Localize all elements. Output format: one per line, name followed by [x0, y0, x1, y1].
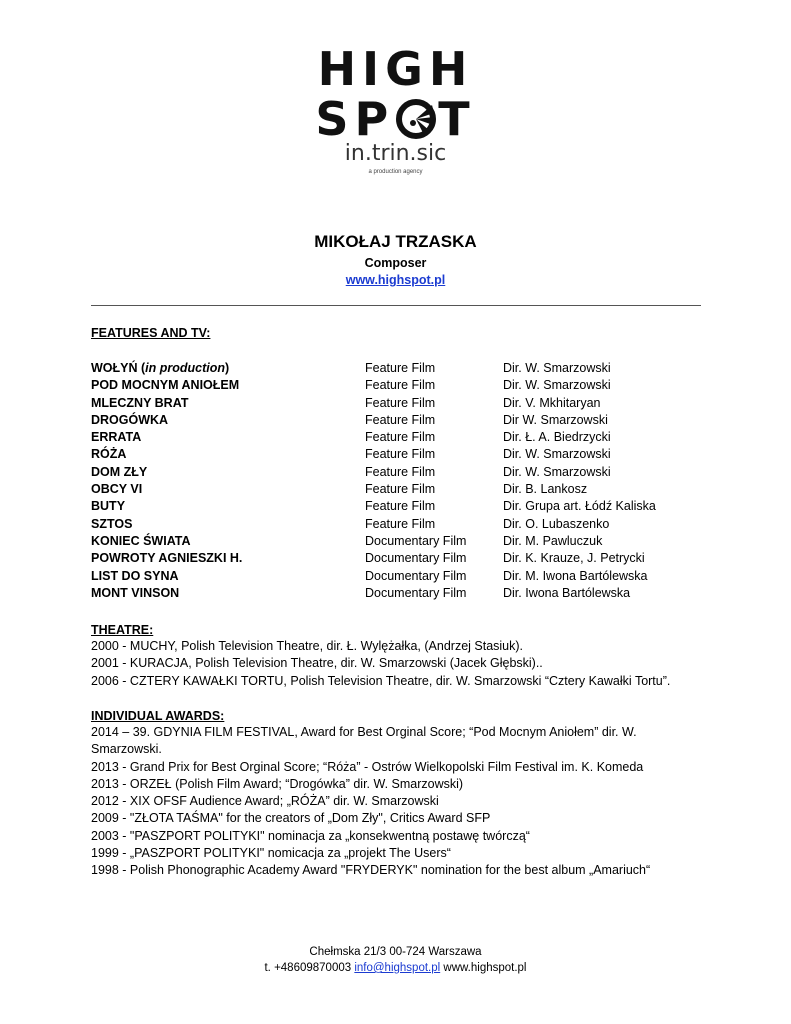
film-row [91, 569, 711, 586]
film-row [91, 396, 711, 413]
film-type: Feature Film [365, 361, 436, 375]
footer-email-link[interactable]: info@highspot.pl [354, 962, 441, 974]
theatre-item: 2006 - CZTERY KAWAŁKI TORTU, Polish Television Theatre, dir. W. Smarzowski “Cztery Kawałki Tortu”. [91, 673, 671, 688]
theatre-list [91, 638, 691, 690]
film-title [91, 517, 132, 531]
film-type: Feature Film [365, 395, 436, 410]
film-director: Dir. W. Smarzowski [503, 378, 611, 393]
film-director: Dir. V. Mkhitaryan [503, 395, 601, 410]
film-type: Feature Film [365, 430, 436, 445]
film-type: Feature Film [365, 516, 436, 531]
film-title [91, 499, 125, 513]
logo-subtitle: in.trin.sic [344, 141, 447, 166]
person-role: Composer [364, 256, 427, 270]
film-director: Dir. Ł. A. Biedrzycki [503, 430, 611, 445]
awards-list [91, 724, 691, 880]
film-title-text: POD MOCNYM ANIOŁEM [91, 378, 240, 393]
film-row [91, 482, 711, 499]
filmography-table [91, 361, 711, 603]
film-title [91, 447, 126, 461]
film-title [91, 396, 188, 410]
film-title [91, 430, 141, 444]
film-status-note: in production [145, 361, 226, 375]
award-item: 1999 - „PASZPORT POLITYKI" nomicacja za „projekt The Users“ [91, 846, 451, 861]
film-row [91, 378, 711, 395]
film-title-text: RÓŻA [91, 447, 127, 462]
footer-address: Chełmska 21/3 00-724 Warszawa [309, 946, 482, 958]
film-title-text: ERRATA [91, 430, 142, 445]
film-title-text: DOM ZŁY [91, 464, 148, 479]
film-director: Dir. Iwona Bartólewska [503, 585, 631, 600]
features-heading: FEATURES AND TV: [91, 326, 211, 340]
award-item: 2013 - ORZEŁ (Polish Film Award; “Drogówka” dir. W. Smarzowski) [91, 776, 464, 791]
film-director: Dir. K. Krauze, J. Petrycki [503, 551, 645, 566]
logo-spot-right: T [438, 92, 476, 146]
logo-line-high: HIGH [317, 42, 474, 96]
award-item: 1998 - Polish Phonographic Academy Award "FRYDERYK" nomination for the best album „Amariuch“ [91, 863, 651, 878]
film-title-text: MONT VINSON [91, 585, 180, 600]
film-row [91, 447, 711, 464]
film-title-text: WOŁYŃ ( [91, 361, 146, 375]
film-title-text: MLECZNY BRAT [91, 395, 189, 410]
header-divider [91, 305, 701, 306]
footer-phone: t. +48609870003 [264, 962, 352, 974]
film-row [91, 465, 711, 482]
logo-tagline: a production agency [368, 169, 423, 175]
film-row [91, 361, 711, 378]
spot-burst-icon [396, 99, 436, 139]
film-title-text: SZTOS [91, 516, 133, 531]
film-type: Feature Film [365, 447, 436, 462]
theatre-item: 2000 - MUCHY, Polish Television Theatre, dir. Ł. Wylężałka, (Andrzej Stasiuk). [91, 639, 524, 653]
theatre-item: 2001 - KURACJA, Polish Television Theatre, dir. W. Smarzowski (Jacek Głębski).. [91, 656, 543, 671]
award-item: 2012 - XIX OFSF Audience Award; „RÓŻA” dir. W. Smarzowski [91, 794, 439, 809]
film-title-text: KONIEC ŚWIATA [91, 533, 191, 548]
film-row [91, 413, 711, 430]
film-director: Dir. W. Smarzowski [503, 464, 611, 479]
award-item: Smarzowski. [91, 742, 162, 757]
film-title [91, 361, 229, 375]
film-director: Dir. M. Iwona Bartólewska [503, 568, 648, 583]
film-title-text: OBCY VI [91, 482, 143, 497]
film-director: Dir. W. Smarzowski [503, 447, 611, 462]
awards-heading: INDIVIDUAL AWARDS: [91, 709, 225, 723]
film-title [91, 534, 191, 548]
film-row [91, 499, 711, 516]
film-type: Feature Film [365, 378, 436, 393]
film-type: Documentary Film [365, 551, 467, 566]
film-row [91, 517, 711, 534]
film-type: Documentary Film [365, 533, 467, 548]
film-type: Feature Film [365, 412, 436, 427]
film-title [91, 482, 142, 496]
film-director: Dir. B. Lankosz [503, 482, 588, 497]
award-item: 2003 - "PASZPORT POLITYKI" nominacja za „konsekwentną postawę twórczą“ [91, 828, 530, 843]
film-type: Feature Film [365, 464, 436, 479]
film-title [91, 551, 242, 565]
film-title [91, 413, 168, 427]
footer-contact [0, 962, 791, 974]
film-director: Dir. W. Smarzowski [503, 361, 611, 375]
film-director: Dir W. Smarzowski [503, 412, 608, 427]
film-director: Dir. M. Pawluczuk [503, 533, 603, 548]
film-title-text: LIST DO SYNA [91, 568, 179, 583]
film-director: Dir. Grupa art. Łódź Kaliska [503, 499, 656, 514]
film-title [91, 569, 179, 583]
film-row [91, 430, 711, 447]
website-link[interactable]: www.highspot.pl [345, 273, 446, 287]
film-type: Feature Film [365, 499, 436, 514]
award-item: 2013 - Grand Prix for Best Orginal Score; “Róża” - Ostrów Wielkopolski Film Festival im. K. Komeda [91, 759, 644, 774]
film-title-close: ) [225, 361, 230, 375]
film-title [91, 586, 179, 600]
logo-line-spot [315, 94, 475, 144]
film-director: Dir. O. Lubaszenko [503, 516, 610, 531]
film-row [91, 534, 711, 551]
film-title-text: BUTY [91, 499, 126, 514]
footer-website[interactable]: www.highspot.pl [443, 962, 527, 974]
person-name: MIKOŁAJ TRZASKA [314, 232, 477, 251]
film-type: Documentary Film [365, 585, 467, 600]
film-row [91, 586, 711, 603]
film-type: Feature Film [365, 482, 436, 497]
film-title [91, 465, 147, 479]
film-title-text: POWROTY AGNIESZKI H. [91, 551, 243, 566]
company-logo [0, 44, 791, 176]
logo-spot-left: SP [315, 92, 395, 146]
film-type: Documentary Film [365, 568, 467, 583]
theatre-heading: THEATRE: [91, 623, 154, 637]
film-title [91, 378, 239, 392]
film-title-text: DROGÓWKA [91, 412, 169, 427]
film-row [91, 551, 711, 568]
award-item: 2009 - "ZŁOTA TAŚMA" for the creators of „Dom Zły", Critics Award SFP [91, 811, 491, 826]
award-item: 2014 – 39. GDYNIA FILM FESTIVAL, Award for Best Orginal Score; “Pod Mocnym Aniołem” dir. W. [91, 725, 637, 739]
